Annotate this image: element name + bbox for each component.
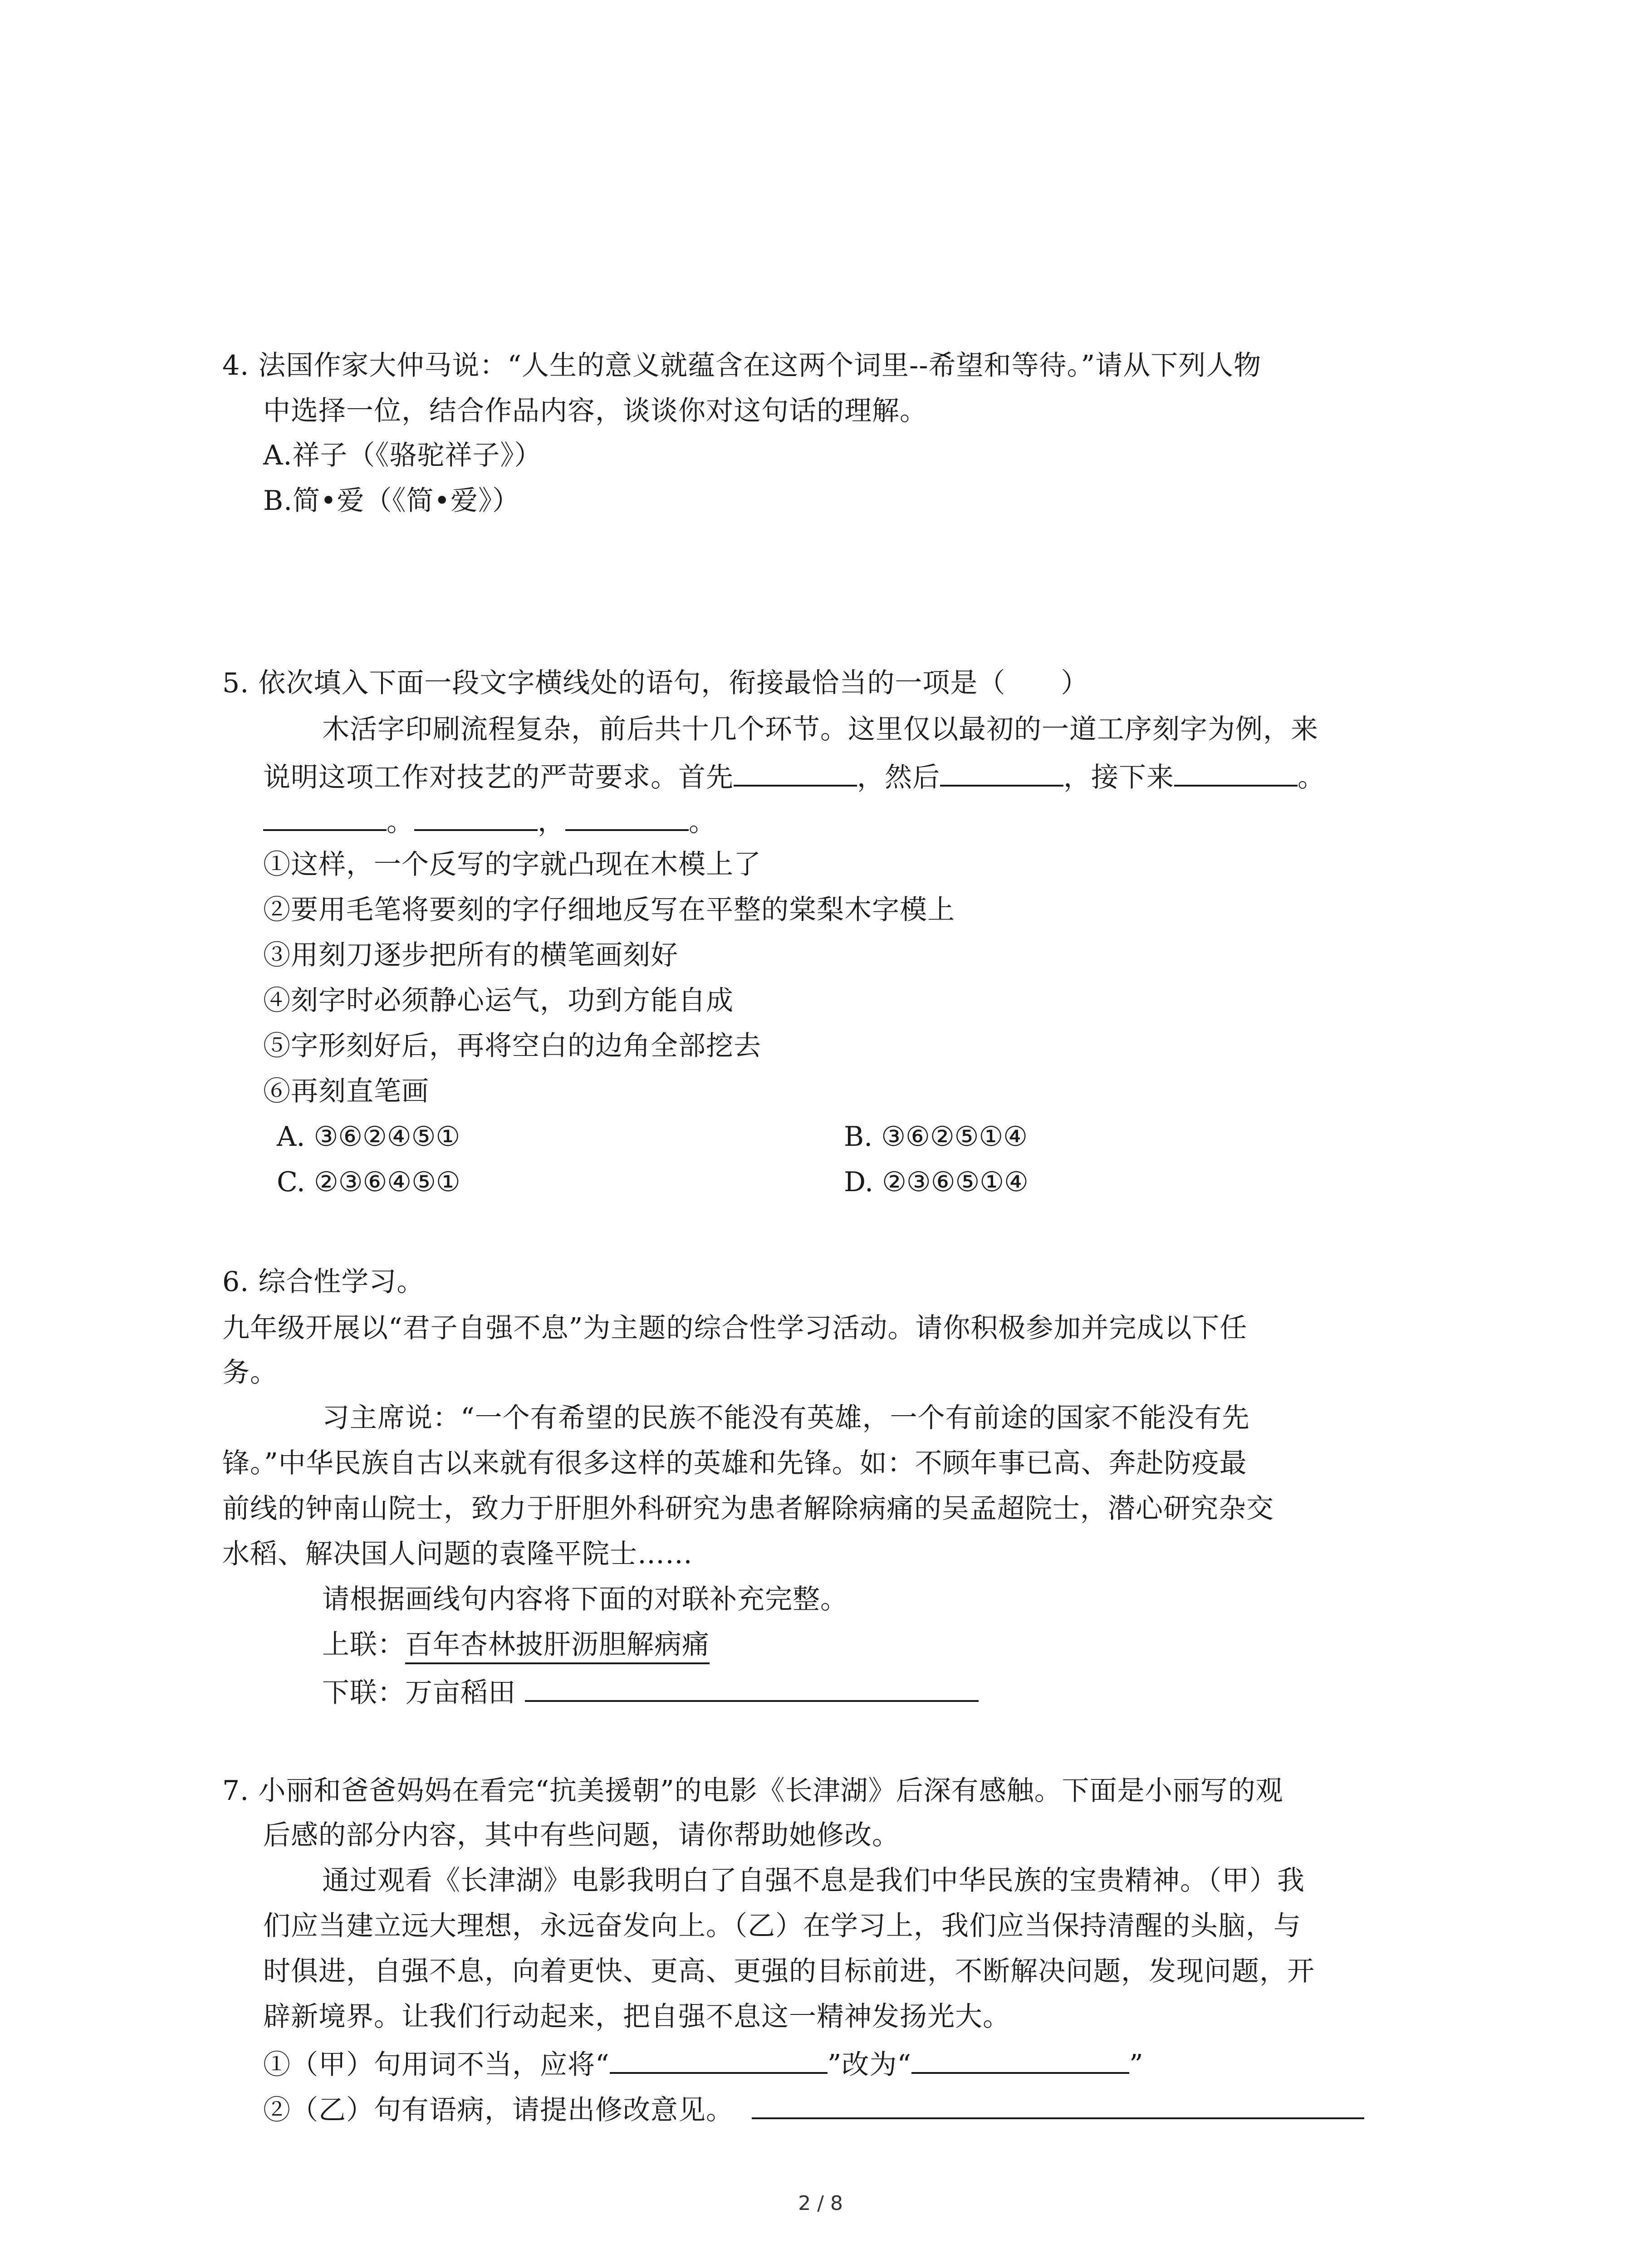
q5-option-a[interactable]: A. ③⑥②④⑤① [277,1121,460,1153]
q6-task: 请根据画线句内容将下面的对联补充完整。 [322,1584,848,1615]
q6-upper-couplet [322,1628,710,1661]
q5-item-1: ①这样，一个反写的字就凸现在木模上了 [263,849,761,880]
q5-para2-b: ，然后 [857,762,940,793]
q5-item-2: ②要用毛笔将要刻的字仔细地反写在平整的棠梨木字模上 [263,894,955,926]
q7-line2: 后感的部分内容，其中有些问题，请你帮助她修改。 [263,1819,900,1851]
q7-sub1-b: ”改为“ [827,2049,912,2081]
q5-item-6: ⑥再刻直笔画 [263,1075,429,1107]
q6-upper-label: 上联： [322,1629,405,1661]
q7-para-3: 时俱进，自强不息，向着更快、更高、更强的目标前进，不断解决问题，发现问题，开 [263,1955,1315,1987]
q5-para3-a: 。 [387,806,414,838]
q5-para2 [263,758,1325,794]
q5-para3-c: 。 [689,806,716,838]
q7-line1: 7. 小丽和爸爸妈妈在看完“抗美援朝”的电影《长津湖》后深有感触。下面是小丽写的观 [222,1775,1283,1807]
q6-stem: 6. 综合性学习。 [222,1266,425,1298]
q6-lower-label: 下联：万亩稻田 [322,1677,516,1709]
q5-item-5: ⑤字形刻好后，再将空白的边角全部挖去 [263,1030,761,1062]
q6-lower-answer-blank[interactable] [525,1674,979,1702]
q4-option-b: B.简•爱（《简•爱》） [263,485,520,517]
q5-blank-3[interactable] [1174,758,1298,787]
q6-lower-couplet [322,1674,979,1709]
q5-option-c[interactable]: C. ②③⑥④⑤① [277,1166,460,1198]
q6-line2: 务。 [222,1357,278,1388]
q4-option-a: A.祥子（《骆驼祥子》） [263,440,542,471]
q7-sub1-a: ①（甲）句用词不当，应将“ [263,2049,610,2081]
q7-para-2: 们应当建立远大理想，永远奋发向上。（乙）在学习上，我们应当保持清醒的头脑，与 [263,1910,1301,1942]
q5-item-4: ④刻字时必须静心运气，功到方能自成 [263,985,734,1017]
q6-para-3: 前线的钟南山院士，致力于肝胆外科研究为患者解除病痛的吴孟超院士，潜心研究杂交 [222,1493,1274,1525]
q7-sub2-answer-blank[interactable] [752,2091,1364,2119]
q6-para-4: 水稻、解决国人问题的袁隆平院士…… [222,1538,693,1570]
q6-upper-text: 百年杏林披肝沥胆解病痛 [405,1629,710,1664]
q7-sub1-blank-1[interactable] [610,2046,828,2074]
q5-blank-1[interactable] [734,758,857,787]
q5-blank-2[interactable] [940,758,1063,787]
q6-line1: 九年级开展以“君子自强不息”为主题的综合性学习活动。请你积极参加并完成以下任 [222,1312,1248,1344]
q7-para-1: 通过观看《长津湖》电影我明白了自强不息是我们中华民族的宝贵精神。（甲）我 [322,1865,1305,1897]
q5-option-d[interactable]: D. ②③⑥⑤①④ [844,1166,1029,1198]
q5-para2-c: ，接下来 [1063,762,1174,793]
q5-para1: 木活字印刷流程复杂，前后共十几个环节。这里仅以最初的一道工序刻字为例，来 [322,714,1318,745]
q7-sub1-blank-2[interactable] [911,2046,1129,2074]
q5-para2-a: 说明这项工作对技艺的严苛要求。首先 [263,762,734,793]
q7-para-4: 辟新境界。让我们行动起来，把自强不息这一精神发扬光大。 [263,2001,1010,2033]
q4-line2: 中选择一位，结合作品内容，谈谈你对这句话的理解。 [263,395,927,427]
q7-sub2-text: ②（乙）句有语病，请提出修改意见。 [263,2094,734,2126]
q5-blank-5[interactable] [414,803,538,831]
q5-item-3: ③用刻刀逐步把所有的横笔画刻好 [263,939,678,971]
q6-para-1: 习主席说：“一个有希望的民族不能没有英雄，一个有前途的国家不能没有先 [322,1402,1250,1434]
q5-stem: 5. 依次填入下面一段文字横线处的语句，衔接最恰当的一项是（ ） [222,667,1089,699]
page-number: 2 / 8 [798,2192,843,2215]
q7-sub-2 [263,2091,1364,2126]
q5-para2-d: 。 [1298,762,1325,793]
q7-sub-1 [263,2046,1144,2081]
q5-para3 [263,803,716,838]
q5-para3-b: ， [538,806,565,838]
q5-option-b[interactable]: B. ③⑥②⑤①④ [844,1121,1028,1153]
q5-blank-6[interactable] [565,803,689,831]
q4-line1: 4. 法国作家大仲马说：“人生的意义就蕴含在这两个词里--希望和等待。”请从下列人物 [222,350,1262,381]
q6-para-2: 锋。”中华民族自古以来就有很多这样的英雄和先锋。如：不顾年事已高、奔赴防疫最 [222,1447,1247,1479]
q5-blank-4[interactable] [263,803,387,831]
q7-sub1-c: ” [1129,2049,1144,2081]
